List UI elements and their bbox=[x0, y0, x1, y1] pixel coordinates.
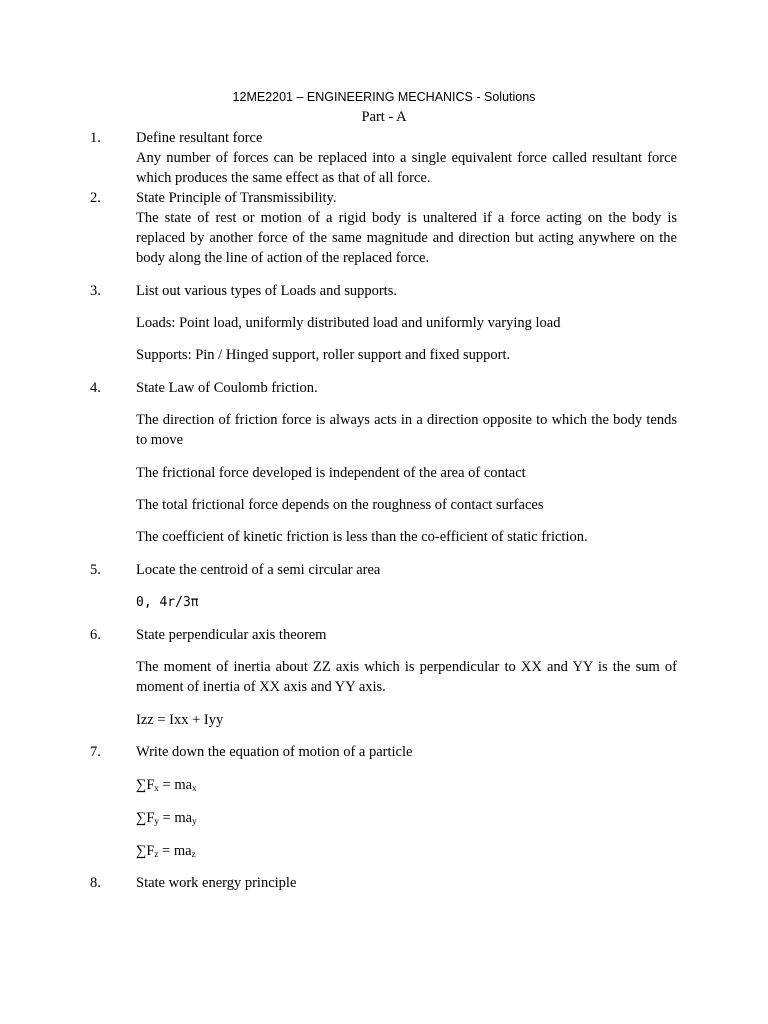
answer-point: The direction of friction force is always acts in a direction opposite to which the body tends to move bbox=[136, 412, 677, 448]
question-text: State Principle of Transmissibility. bbox=[136, 190, 337, 206]
question-number: 7. bbox=[90, 744, 101, 760]
equals-ma: = ma bbox=[158, 810, 193, 826]
equation-y bbox=[136, 808, 677, 828]
subscript: z bbox=[191, 849, 196, 859]
question-number: 1. bbox=[90, 130, 101, 146]
question-number: 5. bbox=[90, 562, 101, 578]
answer-point: The total frictional force depends on the roughness of contact surfaces bbox=[136, 497, 544, 513]
sigma-force: ∑F bbox=[136, 810, 155, 826]
question-text: State Law of Coulomb friction. bbox=[136, 380, 318, 396]
answer-point: The frictional force developed is independent of the area of contact bbox=[136, 465, 526, 481]
question-number: 8. bbox=[90, 875, 101, 891]
subscript: y bbox=[192, 816, 197, 826]
question-number: 3. bbox=[90, 283, 101, 299]
equals-ma: = ma bbox=[158, 777, 193, 793]
question-text: Write down the equation of motion of a particle bbox=[136, 744, 413, 760]
equation-z bbox=[136, 841, 677, 861]
question-text: Locate the centroid of a semi circular area bbox=[136, 562, 381, 578]
answer-text: The state of rest or motion of a rigid body is unaltered if a force acting on the body is replaced by another force of the same magnitude and direction but acting anywhere on the body along the line of action of the replaced force. bbox=[136, 210, 677, 266]
part-heading: Part - A bbox=[361, 109, 407, 125]
answer-text: Any number of forces can be replaced into a single equivalent force called resultant force which produces the same effect as that of all force. bbox=[136, 150, 677, 186]
sigma-force: ∑F bbox=[136, 843, 155, 859]
question-text: State perpendicular axis theorem bbox=[136, 627, 327, 643]
sigma-force: ∑F bbox=[136, 777, 155, 793]
question-text: Define resultant force bbox=[136, 130, 263, 146]
subscript: x bbox=[154, 783, 159, 793]
answer-text: The moment of inertia about ZZ axis which is perpendicular to XX and YY is the sum of moment of inertia of XX axis and YY axis. bbox=[136, 659, 677, 695]
question-text: State work energy principle bbox=[136, 875, 297, 891]
answer-loads: Loads: Point load, uniformly distributed load and uniformly varying load bbox=[136, 315, 561, 331]
subscript: z bbox=[154, 849, 159, 859]
question-text: List out various types of Loads and supports. bbox=[136, 283, 397, 299]
document-title: 12ME2201 – ENGINEERING MECHANICS - Solutions bbox=[232, 90, 536, 104]
answer-supports: Supports: Pin / Hinged support, roller support and fixed support. bbox=[136, 347, 511, 363]
question-number: 6. bbox=[90, 627, 101, 643]
question-number: 4. bbox=[90, 380, 101, 396]
subscript: x bbox=[192, 783, 197, 793]
equation-x bbox=[136, 775, 677, 795]
centroid-answer: 0, 4r/3π bbox=[136, 595, 199, 610]
question-number: 2. bbox=[90, 190, 101, 206]
subscript: y bbox=[154, 816, 159, 826]
formula: Izz = Ixx + Iyy bbox=[136, 712, 224, 728]
equals-ma: = ma bbox=[158, 843, 192, 859]
answer-point: The coefficient of kinetic friction is less than the co-efficient of static friction. bbox=[136, 529, 588, 545]
